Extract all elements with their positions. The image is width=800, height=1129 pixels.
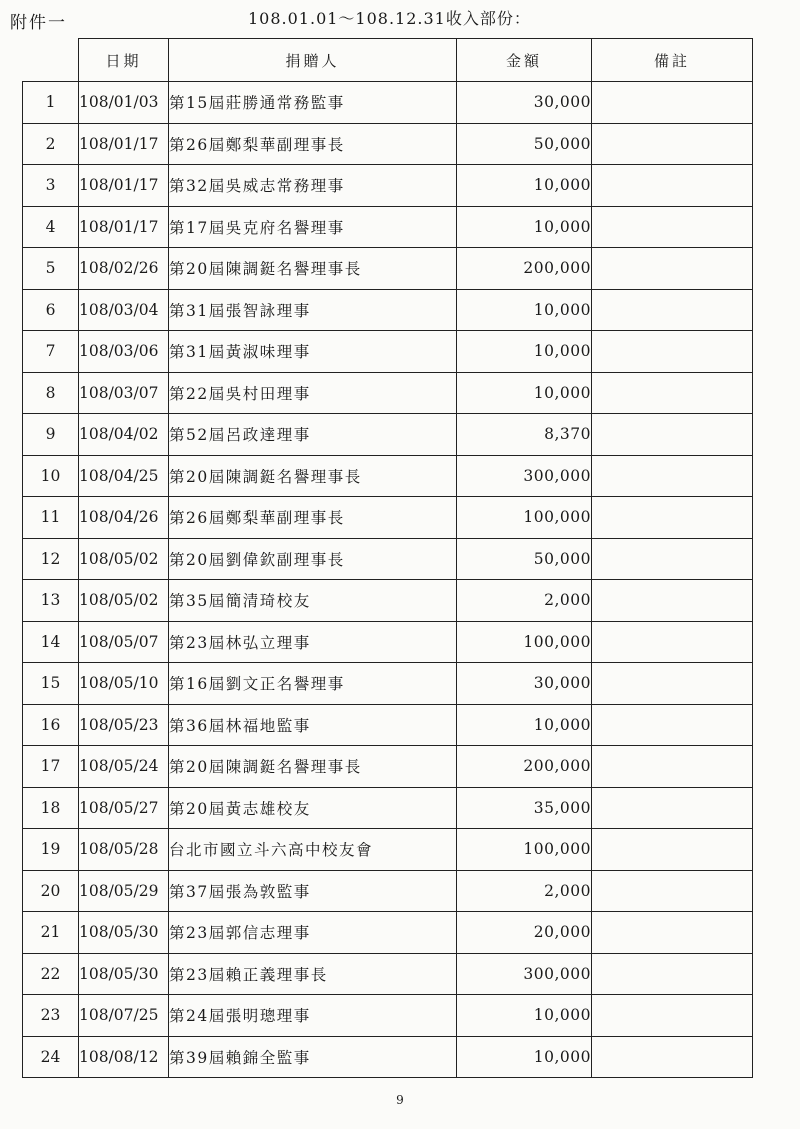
row-number: 11 — [23, 497, 79, 539]
donation-note — [592, 953, 753, 995]
donor-name: 第20屆黃志雄校友 — [169, 787, 457, 829]
donation-amount: 10,000 — [457, 165, 592, 207]
row-number: 4 — [23, 206, 79, 248]
table-row — [23, 953, 753, 995]
donation-amount: 300,000 — [457, 455, 592, 497]
donation-note — [592, 663, 753, 705]
donation-date: 108/05/23 — [79, 704, 169, 746]
donation-amount: 10,000 — [457, 331, 592, 373]
table-row — [23, 497, 753, 539]
row-number: 7 — [23, 331, 79, 373]
donor-name: 第20屆陳調鋌名譽理事長 — [169, 248, 457, 290]
donation-note — [592, 746, 753, 788]
table-row — [23, 331, 753, 373]
period-heading: 108.01.01～108.12.31收入部份： — [248, 9, 531, 28]
donation-date: 108/01/17 — [79, 165, 169, 207]
donation-amount: 35,000 — [457, 787, 592, 829]
donation-date: 108/05/30 — [79, 912, 169, 954]
donation-amount: 200,000 — [457, 248, 592, 290]
donation-note — [592, 1036, 753, 1078]
donor-name: 第36屆林福地監事 — [169, 704, 457, 746]
row-number: 9 — [23, 414, 79, 456]
donation-amount: 2,000 — [457, 580, 592, 622]
donation-date: 108/04/25 — [79, 455, 169, 497]
donor-name: 第32屆吳威志常務理事 — [169, 165, 457, 207]
row-number: 20 — [23, 870, 79, 912]
donation-note — [592, 870, 753, 912]
header-amount: 金額 — [457, 39, 592, 82]
donation-note — [592, 829, 753, 871]
donation-note — [592, 82, 753, 124]
donor-name: 第23屆郭信志理事 — [169, 912, 457, 954]
donation-note — [592, 331, 753, 373]
donation-note — [592, 289, 753, 331]
donation-amount: 30,000 — [457, 82, 592, 124]
table-row — [23, 746, 753, 788]
row-number: 24 — [23, 1036, 79, 1078]
donor-name: 第23屆林弘立理事 — [169, 621, 457, 663]
donation-amount: 8,370 — [457, 414, 592, 456]
table-body — [23, 82, 753, 1078]
donor-name: 第16屆劉文正名譽理事 — [169, 663, 457, 705]
donation-table — [22, 38, 753, 1078]
donor-name: 第31屆張智詠理事 — [169, 289, 457, 331]
donor-name: 第39屆賴錦全監事 — [169, 1036, 457, 1078]
donor-name: 第26屆鄭梨華副理事長 — [169, 497, 457, 539]
donation-amount: 10,000 — [457, 995, 592, 1037]
donor-name: 第52屆呂政達理事 — [169, 414, 457, 456]
donation-amount: 10,000 — [457, 704, 592, 746]
donation-note — [592, 912, 753, 954]
row-number: 10 — [23, 455, 79, 497]
donation-amount: 50,000 — [457, 123, 592, 165]
row-number: 19 — [23, 829, 79, 871]
table-row — [23, 995, 753, 1037]
donation-amount: 20,000 — [457, 912, 592, 954]
donation-note — [592, 372, 753, 414]
donor-name: 第31屆黃淑味理事 — [169, 331, 457, 373]
donation-date: 108/05/02 — [79, 538, 169, 580]
donation-date: 108/01/17 — [79, 206, 169, 248]
row-number: 14 — [23, 621, 79, 663]
donation-date: 108/05/27 — [79, 787, 169, 829]
header-date: 日期 — [79, 39, 169, 82]
table-row — [23, 870, 753, 912]
row-number: 15 — [23, 663, 79, 705]
donor-name: 第35屆簡清琦校友 — [169, 580, 457, 622]
donation-amount: 10,000 — [457, 206, 592, 248]
donor-name: 第20屆陳調鋌名譽理事長 — [169, 746, 457, 788]
donation-note — [592, 123, 753, 165]
donation-amount: 300,000 — [457, 953, 592, 995]
row-number: 12 — [23, 538, 79, 580]
donation-note — [592, 621, 753, 663]
row-number: 22 — [23, 953, 79, 995]
row-number: 8 — [23, 372, 79, 414]
donor-name: 第17屆吳克府名譽理事 — [169, 206, 457, 248]
donation-note — [592, 787, 753, 829]
donation-amount: 10,000 — [457, 372, 592, 414]
donation-note — [592, 580, 753, 622]
table-row — [23, 123, 753, 165]
donation-date: 108/08/12 — [79, 1036, 169, 1078]
table-row — [23, 206, 753, 248]
donor-name: 第15屆莊勝通常務監事 — [169, 82, 457, 124]
donor-name: 台北市國立斗六高中校友會 — [169, 829, 457, 871]
donation-note — [592, 206, 753, 248]
row-number: 21 — [23, 912, 79, 954]
donation-date: 108/01/03 — [79, 82, 169, 124]
donation-date: 108/02/26 — [79, 248, 169, 290]
row-number: 17 — [23, 746, 79, 788]
table-row — [23, 165, 753, 207]
row-number: 1 — [23, 82, 79, 124]
donation-note — [592, 497, 753, 539]
donation-amount: 100,000 — [457, 829, 592, 871]
header-donor: 捐贈人 — [169, 39, 457, 82]
donation-date: 108/05/30 — [79, 953, 169, 995]
donor-name: 第37屆張為敦監事 — [169, 870, 457, 912]
donation-amount: 2,000 — [457, 870, 592, 912]
donation-amount: 10,000 — [457, 1036, 592, 1078]
table-row — [23, 248, 753, 290]
donation-amount: 50,000 — [457, 538, 592, 580]
table-row — [23, 455, 753, 497]
donation-date: 108/04/02 — [79, 414, 169, 456]
donation-amount: 100,000 — [457, 497, 592, 539]
donor-name: 第22屆吳村田理事 — [169, 372, 457, 414]
table-row — [23, 912, 753, 954]
donation-date: 108/05/10 — [79, 663, 169, 705]
donation-date: 108/01/17 — [79, 123, 169, 165]
donation-note — [592, 455, 753, 497]
table-row — [23, 621, 753, 663]
donation-date: 108/05/24 — [79, 746, 169, 788]
donation-date: 108/05/07 — [79, 621, 169, 663]
donation-date: 108/05/02 — [79, 580, 169, 622]
donation-note — [592, 248, 753, 290]
table-row — [23, 787, 753, 829]
header-number — [23, 39, 79, 82]
table-row — [23, 538, 753, 580]
table-row — [23, 829, 753, 871]
donor-name: 第20屆劉偉欽副理事長 — [169, 538, 457, 580]
table-header-row — [23, 39, 753, 82]
donor-name: 第23屆賴正義理事長 — [169, 953, 457, 995]
row-number: 2 — [23, 123, 79, 165]
donation-note — [592, 704, 753, 746]
table-row — [23, 414, 753, 456]
table-row — [23, 1036, 753, 1078]
donation-date: 108/05/29 — [79, 870, 169, 912]
row-number: 13 — [23, 580, 79, 622]
table-row — [23, 663, 753, 705]
donation-date: 108/07/25 — [79, 995, 169, 1037]
donation-date: 108/03/07 — [79, 372, 169, 414]
donation-date: 108/03/06 — [79, 331, 169, 373]
donor-name: 第26屆鄭梨華副理事長 — [169, 123, 457, 165]
attachment-label: 附件一 — [10, 13, 67, 33]
page-number: 9 — [396, 1093, 404, 1107]
donation-amount: 100,000 — [457, 621, 592, 663]
donation-note — [592, 414, 753, 456]
row-number: 16 — [23, 704, 79, 746]
donation-note — [592, 538, 753, 580]
row-number: 3 — [23, 165, 79, 207]
donation-date: 108/05/28 — [79, 829, 169, 871]
table-row — [23, 289, 753, 331]
donation-note — [592, 165, 753, 207]
header-note: 備註 — [592, 39, 753, 82]
table-row — [23, 372, 753, 414]
table-row — [23, 704, 753, 746]
donation-date: 108/04/26 — [79, 497, 169, 539]
donation-amount: 200,000 — [457, 746, 592, 788]
row-number: 23 — [23, 995, 79, 1037]
table-row — [23, 82, 753, 124]
row-number: 18 — [23, 787, 79, 829]
donation-note — [592, 995, 753, 1037]
table-row — [23, 580, 753, 622]
donor-name: 第20屆陳調鋌名譽理事長 — [169, 455, 457, 497]
donation-amount: 30,000 — [457, 663, 592, 705]
row-number: 6 — [23, 289, 79, 331]
row-number: 5 — [23, 248, 79, 290]
donor-name: 第24屆張明璁理事 — [169, 995, 457, 1037]
donation-date: 108/03/04 — [79, 289, 169, 331]
donation-amount: 10,000 — [457, 289, 592, 331]
